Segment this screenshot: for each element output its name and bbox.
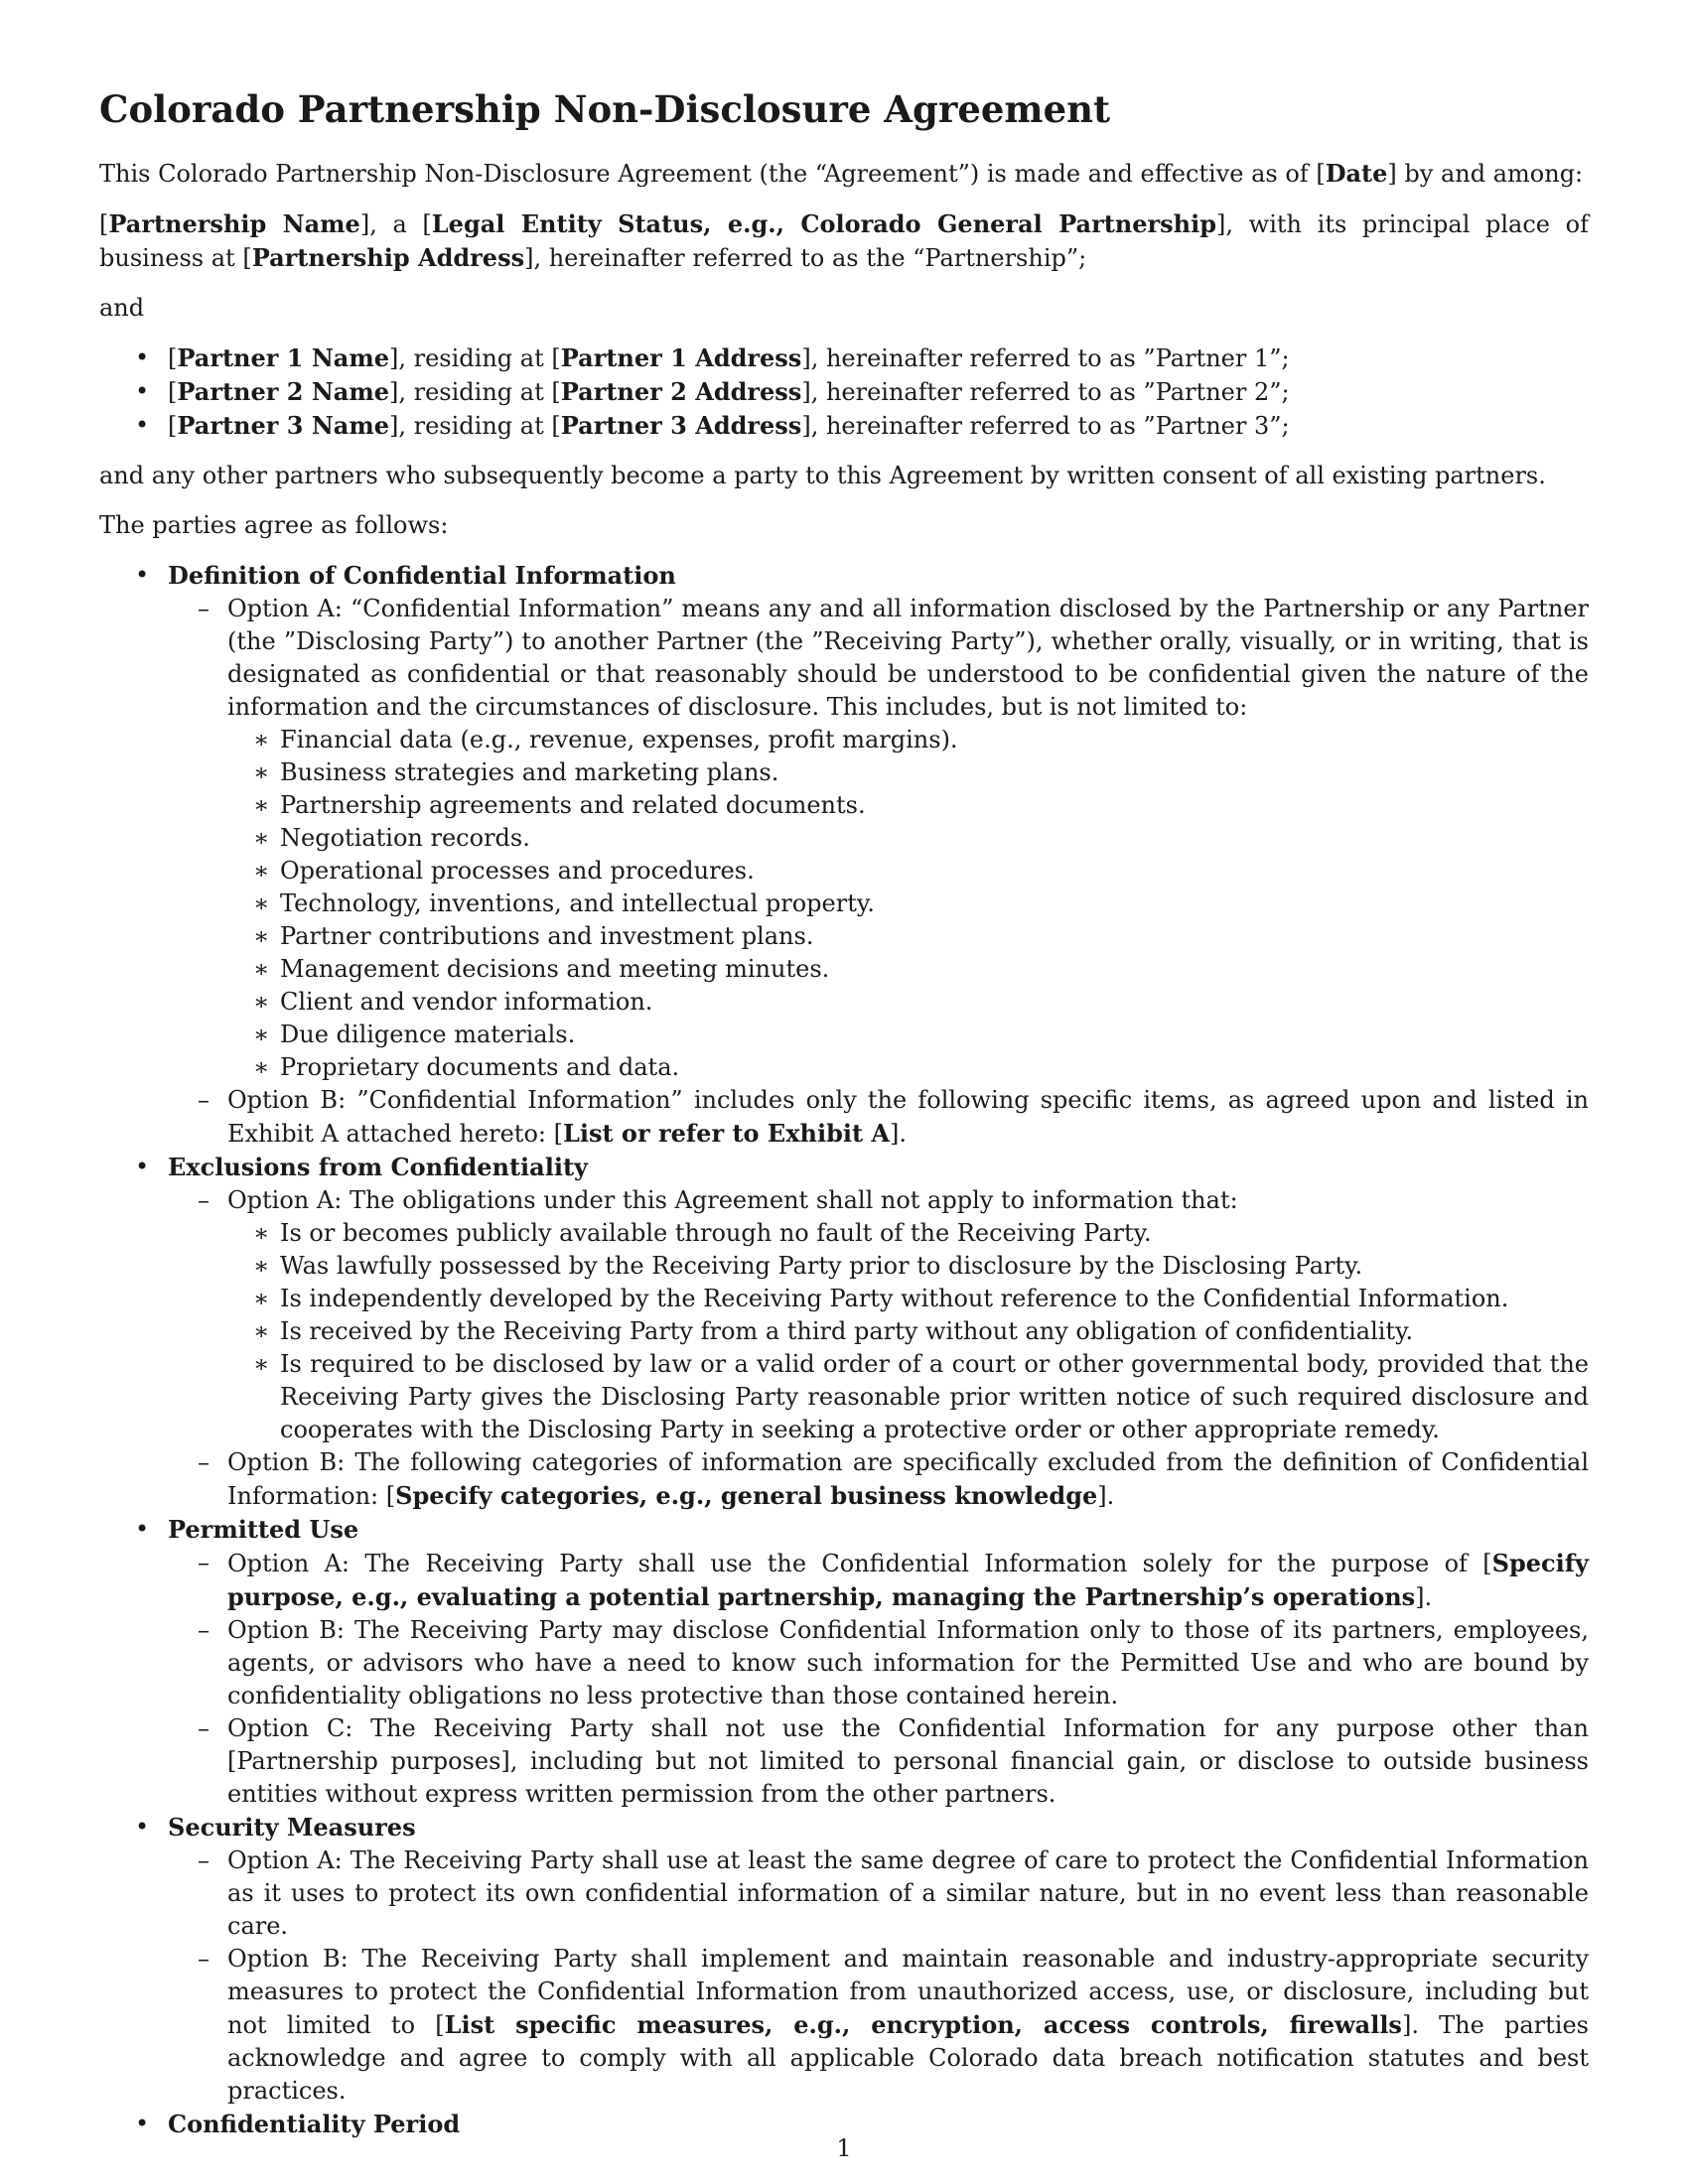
list-item: • [Partner 2 Name], residing at [Partner 2 Address], hereinafter referred to as ”Partner 2”; bbox=[99, 375, 1589, 409]
list-item: ∗ Technology, inventions, and intellectual property. bbox=[227, 887, 1589, 920]
list-item: ∗ Is required to be disclosed by law or a valid order of a court or other governmental body, provided that the Receiving Party gives the Disclosing Party reasonable prior written notice of such required disclosure and cooperates with the Disclosing Party in seeking a protective order or other appropriate remedy. bbox=[227, 1348, 1589, 1446]
measures-placeholder: List specific measures, e.g., encryption, access controls, firewalls bbox=[444, 2010, 1402, 2040]
list-item: ∗ Client and vendor information. bbox=[227, 986, 1589, 1019]
date-placeholder: Date bbox=[1325, 159, 1388, 189]
permitted-option-a: – Option A: The Receiving Party shall use the Confidential Information solely for the purpose of [Specify purpose, e.g., evaluating a potential partnership, managing the Partnership’s operations]. bbox=[168, 1547, 1589, 1614]
partner-1-name: Partner 1 Name bbox=[177, 343, 389, 373]
permitted-option-b: – Option B: The Receiving Party may disclose Confidential Information only to those of its partners, employees, agents, or advisors who have a need to know such information for the Permitted Use and who are bound by confidentiality obligations no less protective than those contained herein. bbox=[168, 1614, 1589, 1712]
purpose-placeholder: Specify purpose, e.g., evaluating a potential partnership, managing the Partnership’s operations bbox=[227, 1549, 1589, 1612]
section-title: Exclusions from Confidentiality bbox=[168, 1153, 588, 1182]
partner-2-name: Partner 2 Name bbox=[177, 377, 389, 407]
section-exclusions bbox=[99, 1151, 1589, 1513]
other-partners-paragraph: and any other partners who subsequently become a party to this Agreement by written consent of all existing partners. bbox=[99, 462, 1546, 490]
partner-1-address: Partner 1 Address bbox=[560, 343, 802, 373]
definition-option-a: – Option A: “Confidential Information” means any and all information disclosed by the Partnership or any Partner (the ”Disclosing Party”) to another Partner (the ”Receiving Party”), whether orally, visually, or in writing, that is designated as confidential or that reasonably should be understood to be confidential given the nature of the information and the circumstances of disclosure. This includes, but is not limited to: ∗ Financial data (e.g., revenue, expenses, profit margins). ∗ Business strategies and marketing plans. ∗ Partnership agreements and related documents. ∗ Negotiation records. ∗ Operational processes and procedures. ∗ Technology, inventions, and intellectual property. ∗ Partner contributions and investment plans. ∗ Management decisions and meeting minutes. ∗ Client and vendor information. ∗ Due diligence materials. ∗ Proprietary documents and data. bbox=[168, 593, 1589, 1084]
list-item: • [Partner 1 Name], residing at [Partner 1 Address], hereinafter referred to as ”Partner 1”; bbox=[99, 341, 1589, 375]
section-title: Confidentiality Period bbox=[168, 2110, 461, 2139]
sections-list bbox=[99, 559, 1589, 2141]
partner-2-address: Partner 2 Address bbox=[560, 377, 802, 407]
security-option-a: – Option A: The Receiving Party shall use at least the same degree of care to protect the Confidential Information as it uses to protect its own confidential information of a similar nature, but in no event less than reasonable care. bbox=[168, 1844, 1589, 1943]
section-definition bbox=[99, 559, 1589, 1151]
page-number: 1 bbox=[836, 2134, 852, 2162]
categories-placeholder: Specify categories, e.g., general business knowledge bbox=[395, 1481, 1098, 1511]
list-item: ∗ Operational processes and procedures. bbox=[227, 855, 1589, 887]
agree-intro: The parties agree as follows: bbox=[99, 511, 449, 540]
security-option-b: – Option B: The Receiving Party shall implement and maintain reasonable and industry-appropriate security measures to protect the Confidential Information from unauthorized access, use, or disclosure, including but not limited to [List specific measures, e.g., encryption, access controls, firewalls]. The parties acknowledge and agree to comply with all applicable Colorado data breach notification statutes and best practices. bbox=[168, 1943, 1589, 2108]
section-title: Security Measures bbox=[168, 1813, 416, 1843]
list-item: ∗ Partner contributions and investment plans. bbox=[227, 920, 1589, 953]
list-item: ∗ Is or becomes publicly available through no fault of the Receiving Party. bbox=[227, 1217, 1589, 1250]
list-item: • [Partner 3 Name], residing at [Partner 3 Address], hereinafter referred to as ”Partner 3”; bbox=[99, 409, 1589, 443]
section-title: Definition of Confidential Information bbox=[168, 561, 676, 591]
partner-3-name: Partner 3 Name bbox=[177, 411, 389, 441]
list-item: ∗ Is independently developed by the Receiving Party without reference to the Confidential Information. bbox=[227, 1283, 1589, 1315]
definition-items bbox=[227, 724, 1589, 1084]
section-title: Permitted Use bbox=[168, 1515, 359, 1545]
partnership-name-placeholder: Partnership Name bbox=[108, 209, 360, 239]
document-page bbox=[99, 87, 1589, 2141]
exclusions-option-a: – Option A: The obligations under this Agreement shall not apply to information that: ∗ Is or becomes publicly available through no fault of the Receiving Party. ∗ Was lawfully possessed by the Receiving Party prior to disclosure by the Disclosing Party. ∗ Is independently developed by the Receiving Party without reference to the Confidential Information. ∗ Is received by the Receiving Party from a third party without any obligation of confidentiality. ∗ Is required to be disclosed by law or a valid order of a court or other governmental body, provided that the Receiving Party gives the Disclosing Party reasonable prior written notice of such required disclosure and cooperates with the Disclosing Party in seeking a protective order or other appropriate remedy. bbox=[168, 1184, 1589, 1446]
exhibit-placeholder: List or refer to Exhibit A bbox=[562, 1119, 891, 1149]
list-item: ∗ Financial data (e.g., revenue, expenses, profit margins). bbox=[227, 724, 1589, 756]
section-permitted-use bbox=[99, 1513, 1589, 1811]
definition-option-b: – Option B: ”Confidential Information” includes only the following specific items, as agreed upon and listed in Exhibit A attached hereto: [List or refer to Exhibit A]. bbox=[168, 1084, 1589, 1151]
partnership-address-placeholder: Partnership Address bbox=[251, 243, 525, 273]
partners-list bbox=[99, 341, 1589, 443]
list-item: ∗ Due diligence materials. bbox=[227, 1019, 1589, 1051]
permitted-option-c: – Option C: The Receiving Party shall not use the Confidential Information for any purpose other than [Partnership purposes], including but not limited to personal financial gain, or disclose to outside business entities without express written permission from the other partners. bbox=[168, 1712, 1589, 1811]
partnership-paragraph: [Partnership Name], a [Legal Entity Status, e.g., Colorado General Partnership], with its principal place of business at [Partnership Address], hereinafter referred to as the “Partnership”; bbox=[99, 209, 1589, 273]
exclusions-option-b: – Option B: The following categories of information are specifically excluded from the definition of Confidential Information: [Specify categories, e.g., general business knowledge]. bbox=[168, 1446, 1589, 1513]
list-item: ∗ Management decisions and meeting minutes. bbox=[227, 953, 1589, 986]
partner-3-address: Partner 3 Address bbox=[560, 411, 802, 441]
entity-status-placeholder: Legal Entity Status, e.g., Colorado General Partnership bbox=[431, 209, 1217, 239]
and-text: and bbox=[99, 294, 145, 323]
list-item: ∗ Proprietary documents and data. bbox=[227, 1051, 1589, 1084]
intro-paragraph: This Colorado Partnership Non-Disclosure Agreement (the “Agreement”) is made and effective as of [Date] by and among: bbox=[99, 159, 1584, 189]
list-item: ∗ Business strategies and marketing plans. bbox=[227, 756, 1589, 789]
list-item: ∗ Negotiation records. bbox=[227, 822, 1589, 855]
list-item: ∗ Was lawfully possessed by the Receiving Party prior to disclosure by the Disclosing Party. bbox=[227, 1250, 1589, 1283]
exclusion-items bbox=[227, 1217, 1589, 1446]
list-item: ∗ Partnership agreements and related documents. bbox=[227, 789, 1589, 822]
list-item: ∗ Is received by the Receiving Party from a third party without any obligation of confidentiality. bbox=[227, 1315, 1589, 1348]
document-title: Colorado Partnership Non-Disclosure Agreement bbox=[99, 87, 1111, 131]
section-security bbox=[99, 1811, 1589, 2108]
